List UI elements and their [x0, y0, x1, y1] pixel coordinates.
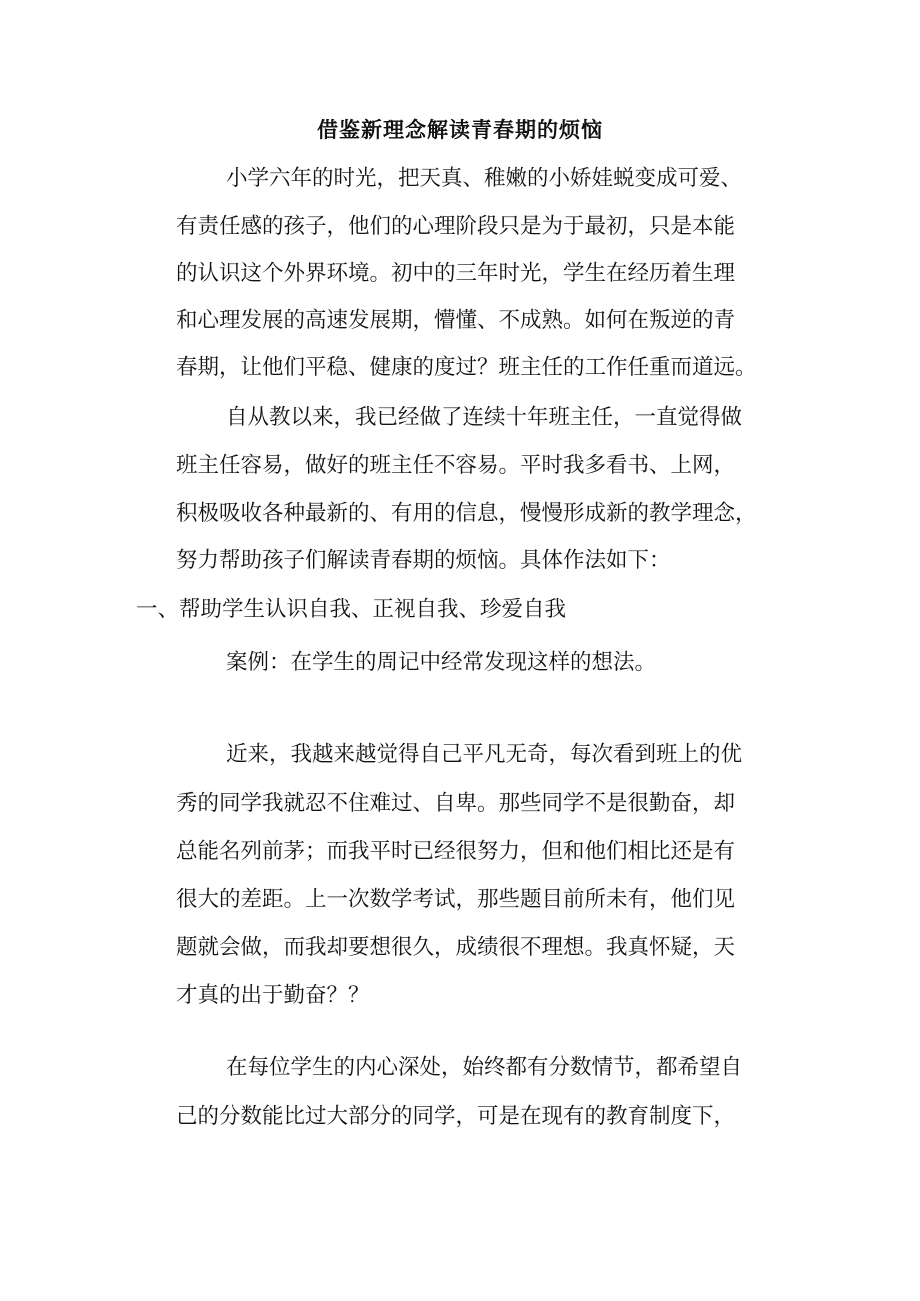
paragraph-3-line-1: 在每位学生的内心深处，始终都有分数情节，都希望自 [226, 1055, 743, 1080]
paragraph-1-line-5: 春期，让他们平稳、健康的度过？班主任的工作任重而道远。 [176, 355, 757, 380]
paragraph-2-line-4: 努力帮助孩子们解读青春期的烦恼。具体作法如下： [176, 548, 671, 573]
quote-line-5: 题就会做，而我却要想很久，成绩很不理想。我真怀疑，天 [176, 935, 736, 960]
quote-line-1: 近来，我越来越觉得自己平凡无奇，每次看到班上的优 [226, 742, 743, 767]
quote-line-2: 秀的同学我就忍不住难过、自卑。那些同学不是很勤奋，却 [176, 791, 736, 816]
quote-line-4: 很大的差距。上一次数学考试，那些题目前所未有，他们见 [176, 887, 736, 912]
case-intro: 案例：在学生的周记中经常发现这样的想法。 [226, 650, 657, 675]
paragraph-1-line-4: 和心理发展的高速发展期，懵懂、不成熟。如何在叛逆的青 [176, 308, 736, 333]
paragraph-1-line-3: 的认识这个外界环境。初中的三年时光，学生在经历着生理 [176, 261, 736, 286]
section-1-heading: 一、帮助学生认识自我、正视自我、珍爱自我 [136, 597, 567, 622]
document-title: 借鉴新理念解读青春期的烦恼 [317, 117, 603, 142]
quote-line-6: 才真的出于勤奋？？ [176, 983, 370, 1008]
quote-line-3: 总能名列前茅；而我平时已经很努力，但和他们相比还是有 [176, 839, 736, 864]
paragraph-1-line-1: 小学六年的时光，把天真、稚嫩的小娇娃蜕变成可爱、 [226, 166, 743, 191]
paragraph-3-line-2: 己的分数能比过大部分的同学，可是在现有的教育制度下， [176, 1104, 736, 1129]
paragraph-2-line-1: 自从教以来，我已经做了连续十年班主任，一直觉得做 [226, 405, 743, 430]
paragraph-2-line-3: 积极吸收各种最新的、有用的信息，慢慢形成新的教学理念， [176, 501, 757, 526]
paragraph-1-line-2: 有责任感的孩子，他们的心理阶段只是为于最初，只是本能 [176, 214, 736, 239]
paragraph-2-line-2: 班主任容易，做好的班主任不容易。平时我多看书、上网， [176, 453, 736, 478]
